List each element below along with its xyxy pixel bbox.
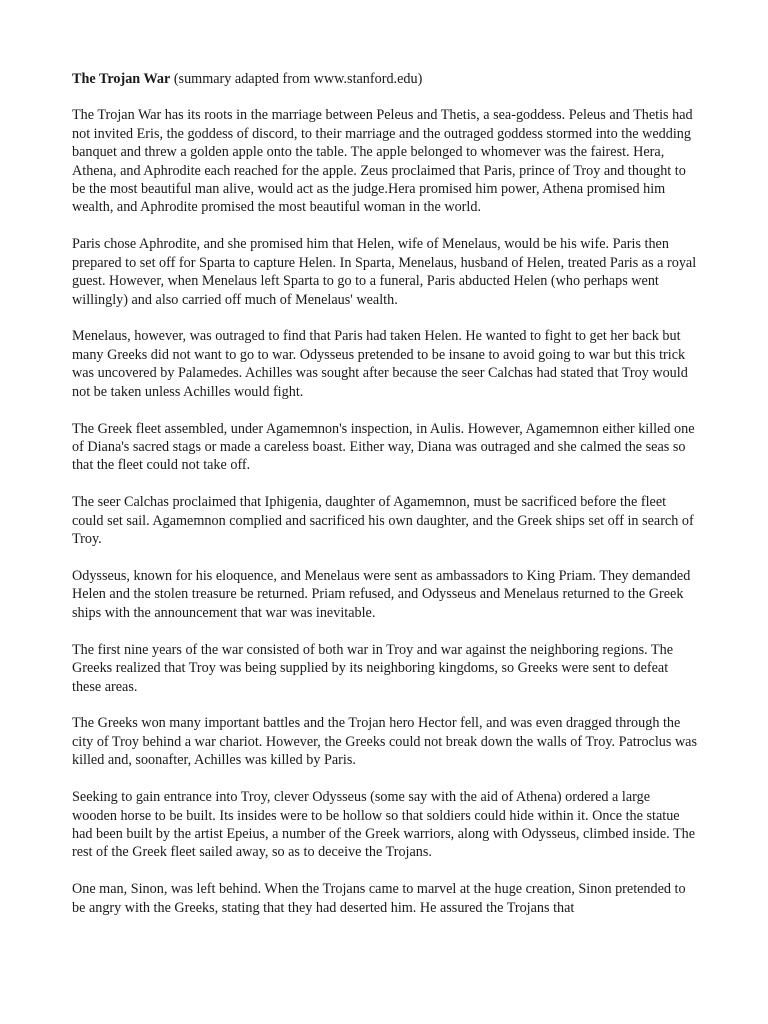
paragraph-9: Seeking to gain entrance into Troy, clever Odysseus (some say with the aid of Athena) ordered a large wooden horse to be built. Its insides were to be hollow so that soldiers could hide within it. Once the statue had been built by the artist Epeius, a number of the Greek warriors, along with Odysseus, climbed inside. The rest of the Greek fleet sailed away, so as to deceive the Trojans. — [72, 789, 696, 861]
paragraph-8: The Greeks won many important battles and the Trojan hero Hector fell, and was even dragged through the city of Troy behind a war chariot. However, the Greeks could not break down the walls of Troy. Patroclus was killed and, soonafter, Achilles was killed by Paris. — [72, 715, 698, 769]
paragraph-4: The Greek fleet assembled, under Agamemnon's inspection, in Aulis. However, Agamemnon either killed one of Diana's sacred stags or made a careless boast. Either way, Diana was outraged and she calmed the seas so that the fleet could not take off. — [72, 420, 695, 474]
paragraph-5: The seer Calchas proclaimed that Iphigenia, daughter of Agamemnon, must be sacrificed before the fleet could set sail. Agamemnon complied and sacrificed his own daughter, and the Greek ships set off in search of Troy. — [72, 494, 694, 548]
paragraph-2: Paris chose Aphrodite, and she promised him that Helen, wife of Menelaus, would be his wife. Paris then prepared to set off for Sparta to capture Helen. In Sparta, Menelaus, husband of Helen, treated Paris as a royal guest. However, when Menelaus left Sparta to go to a funeral, Paris abducted Helen (who perhaps went willingly) and also carried off much of Menelaus' wealth. — [72, 236, 697, 308]
document-title: The Trojan War — [72, 71, 171, 87]
document-page — [72, 70, 698, 936]
paragraph-6: Odysseus, known for his eloquence, and Menelaus were sent as ambassadors to King Priam. They demanded Helen and the stolen treasure be returned. Priam refused, and Odysseus and Menelaus returned to the Greek ships with the announcement that war was inevitable. — [72, 568, 691, 621]
document-subtitle: (summary adapted from www.stanford.edu) — [170, 71, 423, 87]
document-heading — [72, 70, 698, 88]
paragraph-10: One man, Sinon, was left behind. When the Trojans came to marvel at the huge creation, Sinon pretended to be angry with the Greeks, stating that they had deserted him. He assured the Trojans that — [72, 881, 686, 916]
paragraph-7: The first nine years of the war consisted of both war in Troy and war against the neighboring regions. The Greeks realized that Troy was being supplied by its neighboring kingdoms, so Greeks were sent to defeat these areas. — [72, 641, 673, 695]
paragraph-3: Menelaus, however, was outraged to find that Paris had taken Helen. He wanted to fight to get her back but many Greeks did not want to go to war. Odysseus pretended to be insane to avoid going to war but this trick was uncovered by Palamedes. Achilles was sought after because the seer Calchas had stated that Troy would not be taken unless Achilles would fight. — [72, 328, 688, 400]
paragraph-1: The Trojan War has its roots in the marriage between Peleus and Thetis, a sea-goddess. Peleus and Thetis had not invited Eris, the goddess of discord, to their marriage and the outraged goddess stormed into the wedding banquet and threw a golden apple onto the table. The apple belonged to whomever was the fairest. Hera, Athena, and Aphrodite each reached for the apple. Zeus proclaimed that Paris, prince of Troy and thought to be the most beautiful man alive, would act as the judge.Hera promised him power, Athena promised him wealth, and Aphrodite promised the most beautiful woman in the world. — [72, 107, 693, 216]
